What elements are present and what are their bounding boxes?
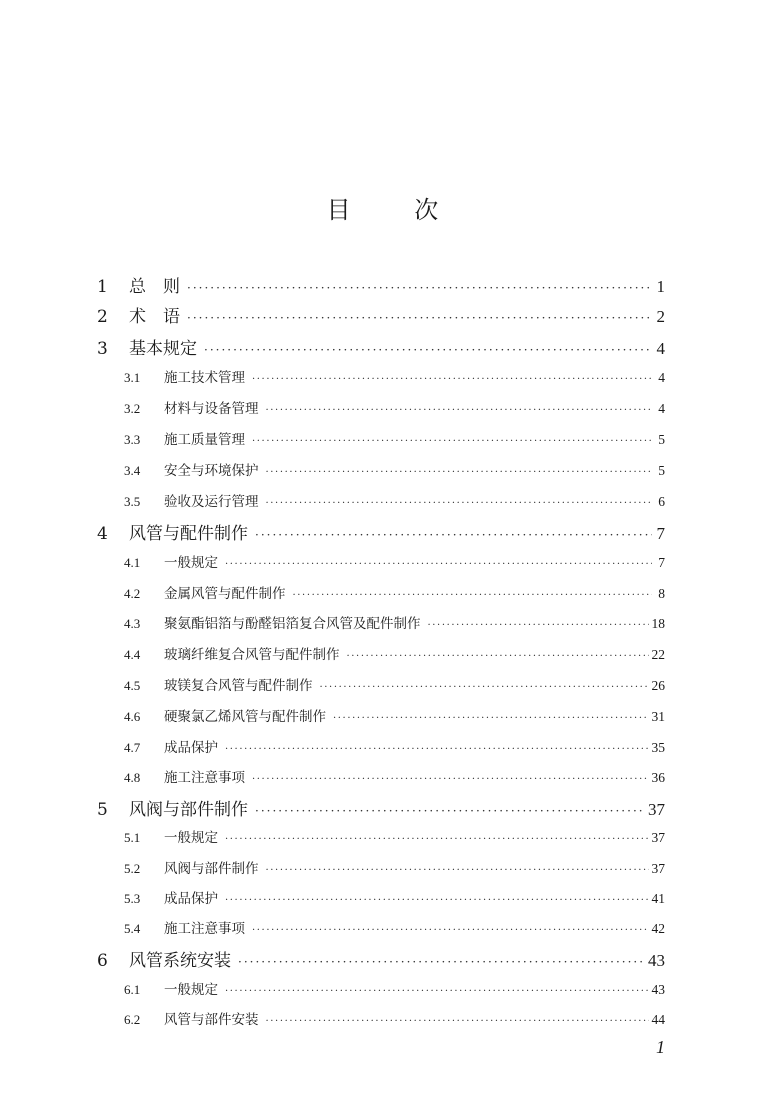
toc-entry-label: 风阀与部件制作 — [164, 861, 259, 877]
dot-leader — [225, 744, 649, 755]
toc-entry-page: 4 — [658, 370, 665, 385]
table-of-contents — [97, 0, 665, 1113]
dot-leader — [225, 895, 649, 906]
dot-leader — [347, 651, 649, 662]
toc-entry-label: 施工注意事项 — [164, 770, 245, 786]
dot-leader — [266, 1016, 649, 1027]
toc-entry-page: 43 — [648, 951, 665, 970]
toc-section-entry[interactable] — [97, 917, 665, 937]
dot-leader — [252, 436, 652, 447]
dot-leader — [266, 498, 653, 509]
toc-entry-page: 31 — [651, 709, 665, 724]
toc-entry-label: 一般规定 — [164, 982, 218, 998]
toc-entry-page: 5 — [658, 432, 665, 447]
dot-leader — [320, 682, 649, 693]
toc-entry-number: 3.2 — [124, 401, 141, 416]
toc-chapter-entry[interactable] — [97, 302, 665, 327]
toc-entry-number: 1 — [97, 277, 108, 297]
dot-leader — [238, 955, 645, 969]
toc-entry-label: 风管与配件制作 — [129, 524, 248, 544]
toc-entry-page: 37 — [651, 861, 665, 876]
toc-section-entry[interactable] — [97, 887, 665, 907]
dot-leader — [225, 834, 649, 845]
toc-entry-label: 术 语 — [129, 307, 180, 327]
toc-entry-number: 3.3 — [124, 432, 141, 447]
toc-entry-number: 5.2 — [124, 861, 141, 876]
toc-entry-label: 安全与环境保护 — [164, 463, 259, 479]
toc-chapter-entry[interactable] — [97, 795, 665, 820]
toc-chapter-entry[interactable] — [97, 519, 665, 544]
dot-leader — [255, 528, 652, 542]
toc-entry-label: 一般规定 — [164, 830, 218, 846]
toc-section-entry[interactable] — [97, 1008, 665, 1028]
toc-section-entry[interactable] — [97, 705, 665, 725]
dot-leader — [187, 281, 652, 295]
toc-entry-number: 4.4 — [124, 647, 141, 662]
toc-section-entry[interactable] — [97, 766, 665, 786]
toc-entry-number: 5.4 — [124, 921, 141, 936]
toc-chapter-entry[interactable] — [97, 334, 665, 359]
dot-leader — [252, 774, 649, 785]
toc-entry-label: 施工技术管理 — [164, 370, 245, 386]
toc-entry-number: 2 — [97, 307, 108, 327]
dot-leader — [266, 865, 649, 876]
toc-entry-page: 7 — [656, 524, 665, 543]
toc-entry-page: 1 — [656, 277, 665, 296]
toc-entry-page: 37 — [651, 830, 665, 845]
toc-entry-number: 4.8 — [124, 770, 141, 785]
toc-section-entry[interactable] — [97, 551, 665, 571]
toc-entry-page: 37 — [648, 800, 665, 819]
toc-entry-number: 3 — [97, 339, 108, 359]
dot-leader — [333, 713, 649, 724]
toc-entry-number: 3.4 — [124, 463, 141, 478]
toc-section-entry[interactable] — [97, 826, 665, 846]
toc-entry-label: 成品保护 — [164, 740, 218, 756]
toc-entry-page: 4 — [656, 339, 665, 358]
toc-section-entry[interactable] — [97, 674, 665, 694]
page-title: 目 次 — [326, 196, 467, 224]
dot-leader — [225, 986, 649, 997]
toc-entry-number: 4.2 — [124, 586, 141, 601]
toc-entry-label: 验收及运行管理 — [164, 494, 259, 510]
dot-leader — [225, 559, 652, 570]
toc-entry-page: 44 — [651, 1012, 665, 1027]
toc-entry-page: 36 — [651, 770, 665, 785]
toc-entry-label: 玻镁复合风管与配件制作 — [164, 678, 313, 694]
toc-entry-page: 8 — [658, 586, 665, 601]
toc-entry-label: 施工注意事项 — [164, 921, 245, 937]
toc-entry-page: 4 — [658, 401, 665, 416]
toc-entry-number: 5 — [97, 800, 108, 820]
toc-entry-number: 4.3 — [124, 616, 141, 631]
toc-entry-number: 6.1 — [124, 982, 141, 997]
toc-entry-label: 金属风管与配件制作 — [164, 586, 286, 602]
toc-section-entry[interactable] — [97, 643, 665, 663]
toc-entry-number: 3.1 — [124, 370, 141, 385]
toc-chapter-entry[interactable] — [97, 946, 665, 971]
toc-entry-page: 7 — [658, 555, 665, 570]
toc-entry-page: 42 — [651, 921, 665, 936]
toc-entry-number: 4.5 — [124, 678, 141, 693]
toc-entry-page: 35 — [651, 740, 665, 755]
toc-entry-page: 26 — [651, 678, 665, 693]
toc-section-entry[interactable] — [97, 612, 665, 632]
dot-leader — [428, 620, 649, 631]
toc-entry-number: 4 — [97, 524, 108, 544]
toc-entry-number: 5.3 — [124, 891, 141, 906]
toc-entry-label: 风管与部件安装 — [164, 1012, 259, 1028]
toc-section-entry[interactable] — [97, 857, 665, 877]
toc-entry-label: 风阀与部件制作 — [129, 800, 248, 820]
toc-entry-page: 43 — [651, 982, 665, 997]
toc-entry-label: 施工质量管理 — [164, 432, 245, 448]
toc-entry-number: 4.6 — [124, 709, 141, 724]
toc-section-entry[interactable] — [97, 582, 665, 602]
toc-section-entry[interactable] — [97, 490, 665, 510]
toc-entry-label: 材料与设备管理 — [164, 401, 259, 417]
toc-entry-label: 玻璃纤维复合风管与配件制作 — [164, 647, 340, 663]
toc-entry-page: 18 — [651, 616, 665, 631]
toc-section-entry[interactable] — [97, 366, 665, 386]
toc-entry-page: 6 — [658, 494, 665, 509]
toc-entry-label: 基本规定 — [129, 339, 197, 359]
dot-leader — [252, 925, 649, 936]
toc-section-entry[interactable] — [97, 736, 665, 756]
toc-entry-number: 4.1 — [124, 555, 141, 570]
toc-entry-page: 2 — [656, 307, 665, 326]
toc-entry-label: 一般规定 — [164, 555, 218, 571]
dot-leader — [293, 590, 653, 601]
toc-entry-number: 6 — [97, 951, 108, 971]
page-number: 1 — [656, 1037, 665, 1057]
toc-chapter-entry[interactable] — [97, 272, 665, 297]
toc-entry-label: 聚氨酯铝箔与酚醛铝箔复合风管及配件制作 — [164, 616, 421, 632]
toc-entry-page: 41 — [651, 891, 665, 906]
dot-leader — [266, 467, 653, 478]
dot-leader — [266, 405, 653, 416]
dot-leader — [252, 374, 652, 385]
toc-entry-page: 22 — [651, 647, 665, 662]
toc-section-entry[interactable] — [97, 397, 665, 417]
toc-entry-label: 风管系统安装 — [129, 951, 231, 971]
dot-leader — [187, 311, 652, 325]
toc-entry-number: 3.5 — [124, 494, 141, 509]
dot-leader — [255, 804, 645, 818]
toc-entry-number: 4.7 — [124, 740, 141, 755]
dot-leader — [204, 343, 652, 357]
toc-entry-page: 5 — [658, 463, 665, 478]
toc-entry-label: 总 则 — [129, 277, 180, 297]
toc-entry-number: 5.1 — [124, 830, 141, 845]
toc-section-entry[interactable] — [97, 978, 665, 998]
toc-entry-label: 成品保护 — [164, 891, 218, 907]
toc-section-entry[interactable] — [97, 428, 665, 448]
toc-section-entry[interactable] — [97, 459, 665, 479]
toc-entry-label: 硬聚氯乙烯风管与配件制作 — [164, 709, 326, 725]
toc-entry-number: 6.2 — [124, 1012, 141, 1027]
